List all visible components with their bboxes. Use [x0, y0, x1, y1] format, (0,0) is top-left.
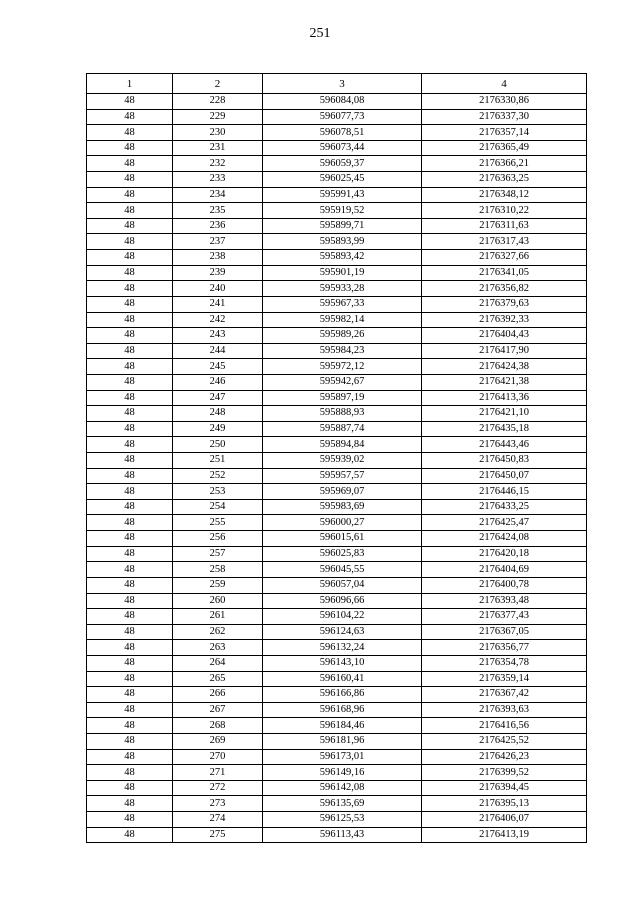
table-row [87, 203, 587, 219]
cell-point-number: 270 [173, 749, 263, 765]
cell-section: 48 [87, 374, 173, 390]
cell-point-number: 272 [173, 780, 263, 796]
table-row [87, 234, 587, 250]
table-row [87, 687, 587, 703]
cell-section: 48 [87, 484, 173, 500]
table-row [87, 343, 587, 359]
cell-coordinate-y: 2176366,21 [422, 156, 587, 172]
cell-point-number: 243 [173, 328, 263, 344]
table-row [87, 296, 587, 312]
cell-coordinate-x: 596149,16 [263, 765, 422, 781]
cell-coordinate-x: 596073,44 [263, 140, 422, 156]
cell-coordinate-x: 596143,10 [263, 655, 422, 671]
cell-section: 48 [87, 421, 173, 437]
table-row [87, 156, 587, 172]
cell-section: 48 [87, 609, 173, 625]
table-row [87, 359, 587, 375]
cell-point-number: 229 [173, 109, 263, 125]
cell-coordinate-x: 596084,08 [263, 94, 422, 110]
cell-section: 48 [87, 406, 173, 422]
cell-coordinate-y: 2176365,49 [422, 140, 587, 156]
cell-coordinate-x: 596135,69 [263, 796, 422, 812]
cell-section: 48 [87, 218, 173, 234]
cell-coordinate-x: 595893,99 [263, 234, 422, 250]
cell-coordinate-x: 596077,73 [263, 109, 422, 125]
cell-coordinate-y: 2176354,78 [422, 655, 587, 671]
cell-point-number: 245 [173, 359, 263, 375]
cell-coordinate-x: 596181,96 [263, 733, 422, 749]
cell-section: 48 [87, 343, 173, 359]
cell-section: 48 [87, 250, 173, 266]
cell-point-number: 271 [173, 765, 263, 781]
cell-coordinate-x: 595983,69 [263, 499, 422, 515]
cell-coordinate-x: 596124,63 [263, 624, 422, 640]
table-row [87, 796, 587, 812]
cell-point-number: 253 [173, 484, 263, 500]
cell-point-number: 256 [173, 531, 263, 547]
cell-coordinate-y: 2176433,25 [422, 499, 587, 515]
cell-point-number: 260 [173, 593, 263, 609]
cell-coordinate-y: 2176421,10 [422, 406, 587, 422]
cell-coordinate-y: 2176404,43 [422, 328, 587, 344]
cell-point-number: 269 [173, 733, 263, 749]
cell-point-number: 268 [173, 718, 263, 734]
cell-coordinate-x: 595942,67 [263, 374, 422, 390]
cell-section: 48 [87, 827, 173, 843]
cell-coordinate-x: 596078,51 [263, 125, 422, 141]
table-row [87, 593, 587, 609]
cell-section: 48 [87, 234, 173, 250]
table-row [87, 718, 587, 734]
cell-point-number: 266 [173, 687, 263, 703]
cell-point-number: 232 [173, 156, 263, 172]
cell-coordinate-y: 2176450,07 [422, 468, 587, 484]
cell-section: 48 [87, 796, 173, 812]
cell-point-number: 257 [173, 546, 263, 562]
table-body [87, 94, 587, 843]
cell-section: 48 [87, 172, 173, 188]
cell-point-number: 274 [173, 812, 263, 828]
cell-coordinate-y: 2176367,05 [422, 624, 587, 640]
cell-section: 48 [87, 515, 173, 531]
cell-section: 48 [87, 359, 173, 375]
column-header-3: 3 [263, 74, 422, 94]
table-row [87, 281, 587, 297]
cell-coordinate-y: 2176425,47 [422, 515, 587, 531]
cell-point-number: 236 [173, 218, 263, 234]
cell-coordinate-y: 2176446,15 [422, 484, 587, 500]
cell-section: 48 [87, 640, 173, 656]
cell-coordinate-x: 596160,41 [263, 671, 422, 687]
cell-section: 48 [87, 140, 173, 156]
cell-point-number: 237 [173, 234, 263, 250]
cell-coordinate-y: 2176406,07 [422, 812, 587, 828]
cell-coordinate-y: 2176395,13 [422, 796, 587, 812]
cell-coordinate-y: 2176330,86 [422, 94, 587, 110]
table-row [87, 749, 587, 765]
cell-point-number: 248 [173, 406, 263, 422]
cell-coordinate-y: 2176310,22 [422, 203, 587, 219]
cell-coordinate-y: 2176377,43 [422, 609, 587, 625]
cell-point-number: 231 [173, 140, 263, 156]
cell-coordinate-y: 2176348,12 [422, 187, 587, 203]
cell-section: 48 [87, 94, 173, 110]
table-row [87, 640, 587, 656]
cell-point-number: 246 [173, 374, 263, 390]
cell-coordinate-x: 595901,19 [263, 265, 422, 281]
cell-coordinate-y: 2176311,63 [422, 218, 587, 234]
cell-coordinate-x: 595967,33 [263, 296, 422, 312]
cell-coordinate-x: 596059,37 [263, 156, 422, 172]
cell-section: 48 [87, 109, 173, 125]
cell-point-number: 255 [173, 515, 263, 531]
cell-coordinate-y: 2176417,90 [422, 343, 587, 359]
cell-coordinate-x: 596132,24 [263, 640, 422, 656]
cell-point-number: 261 [173, 609, 263, 625]
cell-point-number: 240 [173, 281, 263, 297]
cell-point-number: 252 [173, 468, 263, 484]
cell-section: 48 [87, 265, 173, 281]
table-row [87, 655, 587, 671]
cell-coordinate-y: 2176426,23 [422, 749, 587, 765]
cell-coordinate-x: 596025,45 [263, 172, 422, 188]
cell-section: 48 [87, 812, 173, 828]
cell-coordinate-y: 2176421,38 [422, 374, 587, 390]
table-row [87, 468, 587, 484]
cell-coordinate-y: 2176413,19 [422, 827, 587, 843]
cell-coordinate-y: 2176356,77 [422, 640, 587, 656]
page-number: 251 [309, 26, 331, 41]
cell-coordinate-x: 595919,52 [263, 203, 422, 219]
cell-coordinate-x: 595969,07 [263, 484, 422, 500]
cell-section: 48 [87, 453, 173, 469]
table-row [87, 765, 587, 781]
cell-section: 48 [87, 546, 173, 562]
cell-point-number: 239 [173, 265, 263, 281]
cell-point-number: 258 [173, 562, 263, 578]
cell-coordinate-x: 596057,04 [263, 577, 422, 593]
table-row [87, 671, 587, 687]
table-header-row [87, 74, 587, 94]
cell-coordinate-y: 2176416,56 [422, 718, 587, 734]
cell-coordinate-y: 2176337,30 [422, 109, 587, 125]
cell-coordinate-y: 2176379,63 [422, 296, 587, 312]
cell-point-number: 264 [173, 655, 263, 671]
table-row [87, 390, 587, 406]
cell-section: 48 [87, 718, 173, 734]
cell-coordinate-x: 596025,83 [263, 546, 422, 562]
cell-section: 48 [87, 187, 173, 203]
cell-coordinate-x: 596015,61 [263, 531, 422, 547]
cell-coordinate-y: 2176341,05 [422, 265, 587, 281]
cell-coordinate-x: 596125,53 [263, 812, 422, 828]
table-row [87, 94, 587, 110]
table-row [87, 218, 587, 234]
cell-coordinate-x: 595939,02 [263, 453, 422, 469]
table-row [87, 624, 587, 640]
cell-coordinate-x: 596096,66 [263, 593, 422, 609]
cell-section: 48 [87, 437, 173, 453]
cell-coordinate-x: 595893,42 [263, 250, 422, 266]
cell-coordinate-x: 595972,12 [263, 359, 422, 375]
cell-point-number: 228 [173, 94, 263, 110]
table-row [87, 312, 587, 328]
table-row [87, 546, 587, 562]
table-row [87, 827, 587, 843]
cell-coordinate-y: 2176363,25 [422, 172, 587, 188]
table-row [87, 499, 587, 515]
table-row [87, 109, 587, 125]
table-row [87, 250, 587, 266]
cell-section: 48 [87, 125, 173, 141]
column-header-4: 4 [422, 74, 587, 94]
cell-coordinate-x: 595897,19 [263, 390, 422, 406]
cell-section: 48 [87, 765, 173, 781]
cell-section: 48 [87, 749, 173, 765]
cell-point-number: 263 [173, 640, 263, 656]
cell-coordinate-y: 2176393,63 [422, 702, 587, 718]
cell-coordinate-x: 595982,14 [263, 312, 422, 328]
table-row [87, 515, 587, 531]
cell-point-number: 235 [173, 203, 263, 219]
cell-section: 48 [87, 281, 173, 297]
column-header-2: 2 [173, 74, 263, 94]
cell-coordinate-y: 2176424,38 [422, 359, 587, 375]
table-row [87, 577, 587, 593]
cell-coordinate-x: 595984,23 [263, 343, 422, 359]
cell-coordinate-x: 596168,96 [263, 702, 422, 718]
cell-coordinate-y: 2176356,82 [422, 281, 587, 297]
cell-section: 48 [87, 562, 173, 578]
table-row [87, 702, 587, 718]
cell-coordinate-x: 595933,28 [263, 281, 422, 297]
cell-coordinate-y: 2176394,45 [422, 780, 587, 796]
cell-point-number: 259 [173, 577, 263, 593]
cell-coordinate-x: 596104,22 [263, 609, 422, 625]
table-row [87, 562, 587, 578]
cell-section: 48 [87, 780, 173, 796]
cell-coordinate-x: 595991,43 [263, 187, 422, 203]
cell-point-number: 244 [173, 343, 263, 359]
cell-coordinate-x: 596166,86 [263, 687, 422, 703]
table-row [87, 780, 587, 796]
cell-coordinate-x: 595989,26 [263, 328, 422, 344]
cell-coordinate-y: 2176420,18 [422, 546, 587, 562]
cell-point-number: 233 [173, 172, 263, 188]
table-row [87, 812, 587, 828]
cell-point-number: 247 [173, 390, 263, 406]
cell-coordinate-x: 596173,01 [263, 749, 422, 765]
cell-coordinate-y: 2176367,42 [422, 687, 587, 703]
cell-coordinate-y: 2176404,69 [422, 562, 587, 578]
table-row [87, 265, 587, 281]
cell-coordinate-y: 2176317,43 [422, 234, 587, 250]
cell-point-number: 275 [173, 827, 263, 843]
table-row [87, 187, 587, 203]
cell-coordinate-y: 2176327,66 [422, 250, 587, 266]
table-row [87, 374, 587, 390]
cell-point-number: 262 [173, 624, 263, 640]
cell-point-number: 251 [173, 453, 263, 469]
cell-section: 48 [87, 203, 173, 219]
cell-coordinate-y: 2176357,14 [422, 125, 587, 141]
table-row [87, 421, 587, 437]
cell-coordinate-y: 2176359,14 [422, 671, 587, 687]
cell-section: 48 [87, 577, 173, 593]
cell-section: 48 [87, 702, 173, 718]
table-row [87, 733, 587, 749]
cell-coordinate-x: 595887,74 [263, 421, 422, 437]
table-row [87, 172, 587, 188]
coordinates-table [86, 73, 587, 843]
cell-point-number: 249 [173, 421, 263, 437]
cell-coordinate-x: 596113,43 [263, 827, 422, 843]
cell-coordinate-y: 2176425,52 [422, 733, 587, 749]
column-header-1: 1 [87, 74, 173, 94]
cell-coordinate-x: 595894,84 [263, 437, 422, 453]
table-row [87, 484, 587, 500]
cell-section: 48 [87, 624, 173, 640]
table-row [87, 406, 587, 422]
table-row [87, 328, 587, 344]
cell-coordinate-y: 2176443,46 [422, 437, 587, 453]
cell-coordinate-x: 595899,71 [263, 218, 422, 234]
cell-point-number: 241 [173, 296, 263, 312]
cell-point-number: 242 [173, 312, 263, 328]
cell-coordinate-x: 596045,55 [263, 562, 422, 578]
cell-coordinate-y: 2176450,83 [422, 453, 587, 469]
cell-coordinate-x: 595957,57 [263, 468, 422, 484]
cell-coordinate-y: 2176400,78 [422, 577, 587, 593]
cell-point-number: 265 [173, 671, 263, 687]
cell-section: 48 [87, 390, 173, 406]
cell-coordinate-y: 2176413,36 [422, 390, 587, 406]
table-row [87, 531, 587, 547]
cell-section: 48 [87, 671, 173, 687]
cell-section: 48 [87, 312, 173, 328]
cell-coordinate-x: 596142,08 [263, 780, 422, 796]
table-row [87, 125, 587, 141]
cell-point-number: 230 [173, 125, 263, 141]
cell-coordinate-x: 596184,46 [263, 718, 422, 734]
cell-coordinate-x: 596000,27 [263, 515, 422, 531]
table-row [87, 453, 587, 469]
cell-point-number: 234 [173, 187, 263, 203]
cell-coordinate-y: 2176435,18 [422, 421, 587, 437]
cell-point-number: 273 [173, 796, 263, 812]
cell-section: 48 [87, 687, 173, 703]
cell-coordinate-y: 2176424,08 [422, 531, 587, 547]
cell-point-number: 238 [173, 250, 263, 266]
cell-coordinate-y: 2176392,33 [422, 312, 587, 328]
cell-section: 48 [87, 156, 173, 172]
cell-section: 48 [87, 499, 173, 515]
cell-point-number: 254 [173, 499, 263, 515]
cell-section: 48 [87, 328, 173, 344]
cell-point-number: 250 [173, 437, 263, 453]
table-row [87, 609, 587, 625]
cell-coordinate-y: 2176393,48 [422, 593, 587, 609]
cell-section: 48 [87, 468, 173, 484]
cell-section: 48 [87, 531, 173, 547]
cell-point-number: 267 [173, 702, 263, 718]
table-row [87, 140, 587, 156]
cell-section: 48 [87, 655, 173, 671]
cell-coordinate-y: 2176399,52 [422, 765, 587, 781]
table-row [87, 437, 587, 453]
cell-section: 48 [87, 593, 173, 609]
cell-section: 48 [87, 733, 173, 749]
cell-coordinate-x: 595888,93 [263, 406, 422, 422]
cell-section: 48 [87, 296, 173, 312]
